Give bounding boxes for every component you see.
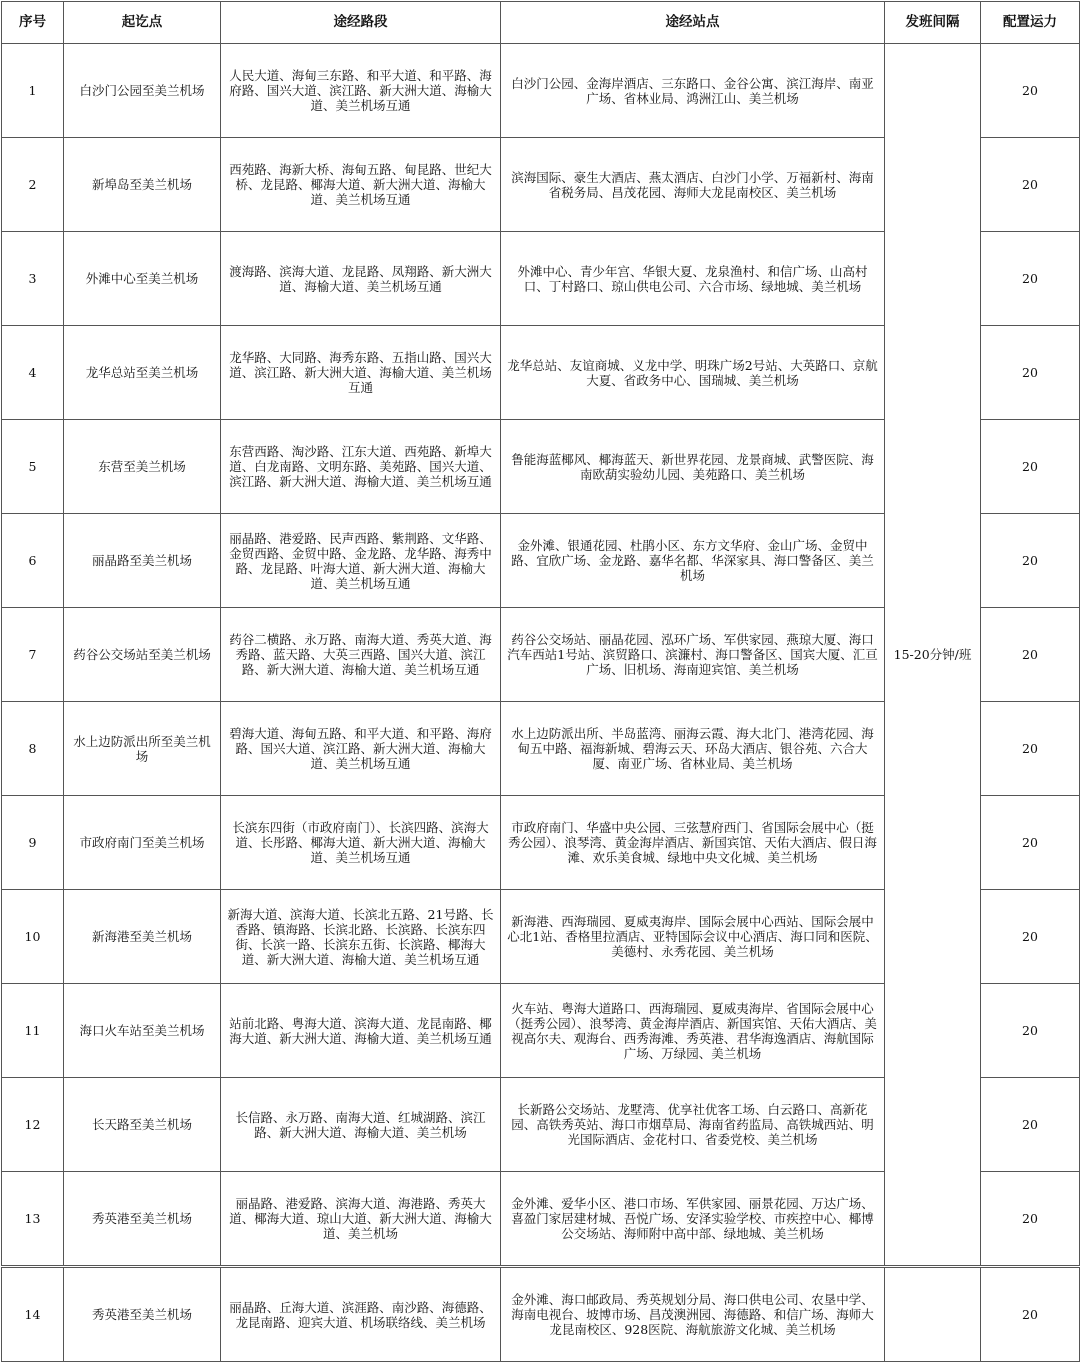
- bus-route-table: [1, 1, 1080, 1362]
- capacity: 20: [981, 890, 1080, 984]
- route-roads: 长滨东四街（市政府南门）、长滨四路、滨海大道、长彤路、椰海大道、新大洲大道、海榆大道、美兰机场互通: [221, 796, 501, 890]
- row-number: 13: [2, 1172, 64, 1267]
- route-stops: 水上边防派出所、半岛蓝湾、丽海云霞、海大北门、港湾花园、海甸五中路、福海新城、碧海云天、环岛大酒店、银谷苑、六合大厦、南亚广场、省林业局、美兰机场: [501, 702, 885, 796]
- route-endpoints: 丽晶路至美兰机场: [64, 514, 221, 608]
- row-number: 7: [2, 608, 64, 702]
- capacity: 20: [981, 796, 1080, 890]
- route-endpoints: 长天路至美兰机场: [64, 1078, 221, 1172]
- row-number: 11: [2, 984, 64, 1078]
- header-route: 起讫点: [64, 2, 221, 44]
- capacity: 20: [981, 1078, 1080, 1172]
- row-number: 1: [2, 44, 64, 138]
- route-roads: 龙华路、大同路、海秀东路、五指山路、国兴大道、滨江路、新大洲大道、海榆大道、美兰机场互通: [221, 326, 501, 420]
- capacity: 20: [981, 420, 1080, 514]
- route-stops: 药谷公交场站、丽晶花园、泓环广场、军供家园、燕琼大厦、海口汽车西站1号站、滨贸路口、滨濂村、海口警备区、国宾大厦、汇亘广场、旧机场、海南迎宾馆、美兰机场: [501, 608, 885, 702]
- row-number: 10: [2, 890, 64, 984]
- route-endpoints: 白沙门公园至美兰机场: [64, 44, 221, 138]
- capacity: 20: [981, 1267, 1080, 1362]
- route-roads: 丽晶路、丘海大道、滨涯路、南沙路、海德路、龙昆南路、迎宾大道、机场联络线、美兰机场: [221, 1267, 501, 1362]
- header-row: [2, 2, 1080, 44]
- header-no: 序号: [2, 2, 64, 44]
- row-number: 3: [2, 232, 64, 326]
- route-stops: 火车站、粤海大道路口、西海瑞园、夏威夷海岸、省国际会展中心（挺秀公园）、浪琴湾、黄金海岸酒店、新国宾馆、天佑大酒店、美视高尔夫、观海台、西秀海滩、秀英港、君华海逸酒店、海航国际广场、万绿园、美兰机场: [501, 984, 885, 1078]
- route-roads: 人民大道、海甸三东路、和平大道、和平路、海府路、国兴大道、滨江路、新大洲大道、海榆大道、美兰机场互通: [221, 44, 501, 138]
- route-stops: 新海港、西海瑞园、夏威夷海岸、国际会展中心西站、国际会展中心北1站、香格里拉酒店、亚特国际会议中心酒店、海口同和医院、美德村、永秀花园、美兰机场: [501, 890, 885, 984]
- route-endpoints: 外滩中心至美兰机场: [64, 232, 221, 326]
- route-stops: 外滩中心、青少年宫、华银大夏、龙泉渔村、和信广场、山高村口、丁村路口、琼山供电公司、六合市场、绿地城、美兰机场: [501, 232, 885, 326]
- route-endpoints: 秀英港至美兰机场: [64, 1267, 221, 1362]
- route-stops: 鲁能海蓝椰风、椰海蓝天、新世界花园、龙景商城、武警医院、海南欧葫实验幼儿园、美苑路口、美兰机场: [501, 420, 885, 514]
- row-number: 5: [2, 420, 64, 514]
- row-number: 8: [2, 702, 64, 796]
- route-roads: 新海大道、滨海大道、长滨北五路、21号路、长香路、镇海路、长滨北路、长滨路、长滨东四街、长滨一路、长滨东五街、长滨路、椰海大道、新大洲大道、海榆大道、美兰机场互通: [221, 890, 501, 984]
- route-stops: 市政府南门、华盛中央公园、三弦慧府西门、省国际会展中心（挺秀公园）、浪琴湾、黄金海岸酒店、新国宾馆、天佑大酒店、假日海滩、欢乐美食城、绿地中央文化城、美兰机场: [501, 796, 885, 890]
- capacity: 20: [981, 44, 1080, 138]
- route-roads: 站前北路、粤海大道、滨海大道、龙昆南路、椰海大道、新大洲大道、海榆大道、美兰机场互通: [221, 984, 501, 1078]
- route-stops: 金外滩、爱华小区、港口市场、军供家园、丽景花园、万达广场、喜盈门家居建材城、吾悦广场、安泽实验学校、市疾控中心、椰博公交场站、海师附中高中部、绿地城、美兰机场: [501, 1172, 885, 1267]
- route-roads: 药谷二横路、永万路、南海大道、秀英大道、海秀路、蓝天路、大英三西路、国兴大道、滨江路、新大洲大道、海榆大道、美兰机场互通: [221, 608, 501, 702]
- header-stops: 途经站点: [501, 2, 885, 44]
- capacity: 20: [981, 232, 1080, 326]
- header-interval: 发班间隔: [885, 2, 981, 44]
- header-capacity: 配置运力: [981, 2, 1080, 44]
- row-number: 2: [2, 138, 64, 232]
- capacity: 20: [981, 1172, 1080, 1267]
- row-number: 14: [2, 1267, 64, 1362]
- route-roads: 碧海大道、海甸五路、和平大道、和平路、海府路、国兴大道、滨江路、新大洲大道、海榆大道、美兰机场互通: [221, 702, 501, 796]
- table-row: [2, 44, 1080, 138]
- route-stops: 滨海国际、豪生大酒店、燕太酒店、白沙门小学、万福新村、海南省税务局、昌茂花园、海师大龙昆南校区、美兰机场: [501, 138, 885, 232]
- route-endpoints: 药谷公交场站至美兰机场: [64, 608, 221, 702]
- route-endpoints: 水上边防派出所至美兰机场: [64, 702, 221, 796]
- route-endpoints: 东营至美兰机场: [64, 420, 221, 514]
- row-number: 9: [2, 796, 64, 890]
- row-number: 6: [2, 514, 64, 608]
- route-endpoints: 秀英港至美兰机场: [64, 1172, 221, 1267]
- route-roads: 长信路、永万路、南海大道、红城湖路、滨江路、新大洲大道、海榆大道、美兰机场: [221, 1078, 501, 1172]
- capacity: 20: [981, 326, 1080, 420]
- route-roads: 丽晶路、港爱路、民声西路、紫荆路、文华路、金贸西路、金贸中路、金龙路、龙华路、海秀中路、龙昆路、叶海大道、新大洲大道、海榆大道、美兰机场互通: [221, 514, 501, 608]
- route-endpoints: 新埠岛至美兰机场: [64, 138, 221, 232]
- route-stops: 白沙门公园、金海岸酒店、三东路口、金谷公寓、滨江海岸、南亚广场、省林业局、鸿洲江山、美兰机场: [501, 44, 885, 138]
- route-roads: 西苑路、海新大桥、海甸五路、甸昆路、世纪大桥、龙昆路、椰海大道、新大洲大道、海榆大道、美兰机场互通: [221, 138, 501, 232]
- departure-interval: 15-20分钟/班: [885, 44, 981, 1267]
- capacity: 20: [981, 608, 1080, 702]
- route-stops: 长新路公交场站、龙墅湾、优享社优客工场、白云路口、高新花园、高铁秀英站、海口市烟草局、海南省药监局、高铁城西站、明光国际酒店、金花村口、省委党校、美兰机场: [501, 1078, 885, 1172]
- route-endpoints: 龙华总站至美兰机场: [64, 326, 221, 420]
- route-stops: 金外滩、海口邮政局、秀英规划分局、海口供电公司、农垦中学、海南电视台、坡博市场、昌茂澳洲园、海德路、和信广场、海师大龙昆南校区、928医院、海航旅游文化城、美兰机场: [501, 1267, 885, 1362]
- departure-interval-empty: [885, 1267, 981, 1362]
- row-number: 12: [2, 1078, 64, 1172]
- capacity: 20: [981, 514, 1080, 608]
- route-roads: 渡海路、滨海大道、龙昆路、凤翔路、新大洲大道、海榆大道、美兰机场互通: [221, 232, 501, 326]
- capacity: 20: [981, 702, 1080, 796]
- route-endpoints: 新海港至美兰机场: [64, 890, 221, 984]
- route-endpoints: 海口火车站至美兰机场: [64, 984, 221, 1078]
- capacity: 20: [981, 984, 1080, 1078]
- route-stops: 金外滩、银通花园、杜鹃小区、东方文华府、金山广场、金贸中路、宜欣广场、金龙路、嘉华名都、华深家具、海口警备区、美兰机场: [501, 514, 885, 608]
- route-roads: 东营西路、淘沙路、江东大道、西苑路、新埠大道、白龙南路、文明东路、美苑路、国兴大道、滨江路、新大洲大道、海榆大道、美兰机场互通: [221, 420, 501, 514]
- header-roads: 途经路段: [221, 2, 501, 44]
- capacity: 20: [981, 138, 1080, 232]
- route-roads: 丽晶路、港爱路、滨海大道、海港路、秀英大道、椰海大道、琼山大道、新大洲大道、海榆大道、美兰机场: [221, 1172, 501, 1267]
- route-stops: 龙华总站、友谊商城、义龙中学、明珠广场2号站、大英路口、京航大夏、省政务中心、国瑞城、美兰机场: [501, 326, 885, 420]
- route-endpoints: 市政府南门至美兰机场: [64, 796, 221, 890]
- row-number: 4: [2, 326, 64, 420]
- table-row: [2, 1267, 1080, 1362]
